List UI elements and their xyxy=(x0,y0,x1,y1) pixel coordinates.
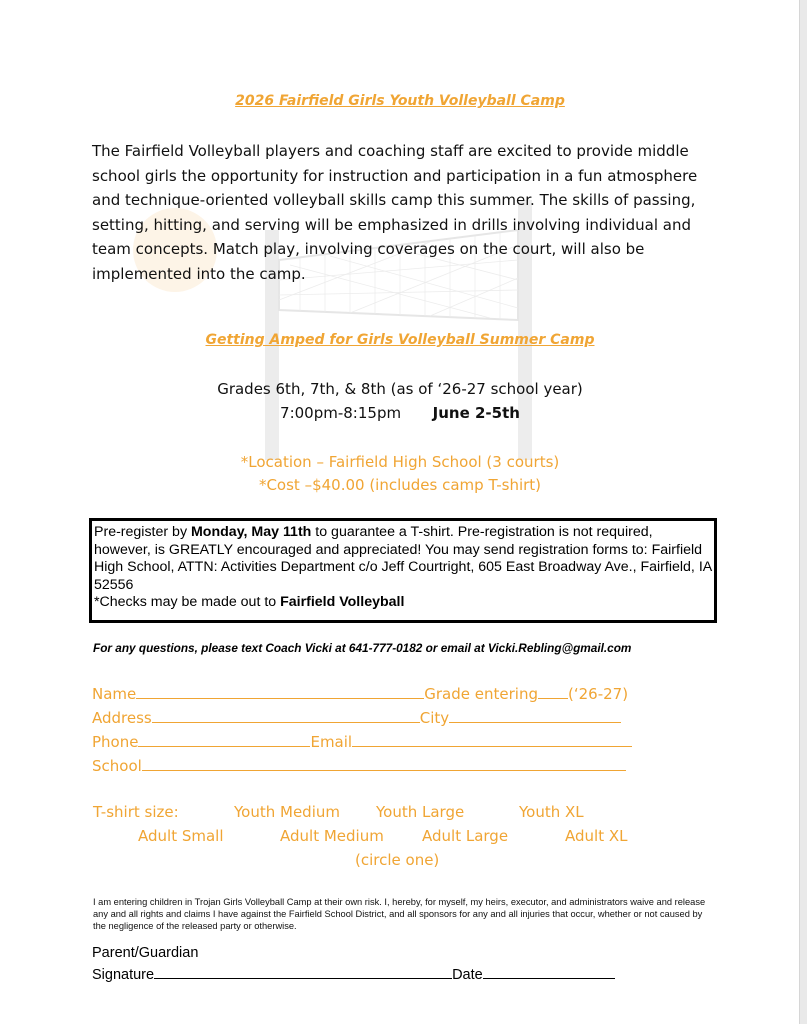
form-row-school xyxy=(92,756,626,775)
dates-text: June 2-5th xyxy=(432,404,520,422)
size-adult-xl[interactable]: Adult XL xyxy=(565,827,628,845)
form-row-phone xyxy=(92,732,632,751)
circle-one-note: (circle one) xyxy=(355,851,440,869)
prereg-text-1: Pre-register by xyxy=(94,524,191,540)
grade-year: (‘26-27) xyxy=(567,685,629,703)
email-label: Email xyxy=(310,733,353,751)
name-label: Name xyxy=(92,685,137,703)
time-text: 7:00pm-8:15pm xyxy=(280,404,402,422)
tshirt-label: T-shirt size: xyxy=(93,803,179,821)
cost-text: *Cost –$40.00 (includes camp T-shirt) xyxy=(258,476,542,494)
school-label: School xyxy=(92,757,142,775)
phone-label: Phone xyxy=(92,733,139,751)
size-adult-large[interactable]: Adult Large xyxy=(422,827,509,845)
form-row-address xyxy=(92,708,621,727)
schedule-line xyxy=(0,402,800,424)
signature-field[interactable] xyxy=(154,964,452,979)
prereg-text-2: to guarantee a T-shirt. Pre-registration is not required, however, is GREATLY encouraged and appreciated! You may send registration forms to: Fairfield High School, ATTN: Activities Department c/o Jeff Courtright, 605 East Broadway Ave., Fairfield, IA 52556 xyxy=(94,524,712,593)
size-youth-large[interactable]: Youth Large xyxy=(376,803,465,821)
size-youth-xl[interactable]: Youth XL xyxy=(519,803,584,821)
name-field[interactable] xyxy=(136,684,424,699)
grade-label: Grade entering xyxy=(424,685,538,703)
email-field[interactable] xyxy=(352,732,632,747)
city-label: City xyxy=(419,709,450,727)
page-title: 2026 Fairfield Girls Youth Volleyball Camp xyxy=(235,93,565,109)
parent-guardian-label: Parent/Guardian xyxy=(92,945,199,961)
preregister-box xyxy=(89,518,717,623)
signature-label: Signature xyxy=(92,967,155,983)
waiver-text: I am entering children in Trojan Girls Volleyball Camp at their own risk. I, hereby, for myself, my heirs, executor, and administrators waive and release any and all rights and claims I have against the Fairfield School District, and all sponsors for any and all injuries that occur, whether or not caused by the negligence of the released party or otherwise. xyxy=(93,897,706,931)
size-adult-medium[interactable]: Adult Medium xyxy=(280,827,384,845)
address-field[interactable] xyxy=(152,708,420,723)
date-label: Date xyxy=(452,967,483,983)
address-label: Address xyxy=(92,709,152,727)
phone-field[interactable] xyxy=(138,732,310,747)
contact-line: For any questions, please text Coach Vicki at 641-777-0182 or email at Vicki.Rebling@gmail.com xyxy=(93,641,632,655)
prereg-deadline: Monday, May 11th xyxy=(190,524,312,540)
location-text: *Location – Fairfield High School (3 courts) xyxy=(240,453,560,471)
school-field[interactable] xyxy=(142,756,626,771)
grade-field[interactable] xyxy=(538,684,568,699)
checks-payee: Fairfield Volleyball xyxy=(280,594,405,610)
date-field[interactable] xyxy=(483,964,615,979)
intro-paragraph: The Fairfield Volleyball players and coaching staff are excited to provide middle school girls the opportunity for instruction and participation in a fun atmosphere and technique-oriented volleyball skills camp this summer. The skills of passing, setting, hitting, and serving will be emphasized in drills involving individual and team concepts. Match play, involving coverages on the court, will also be implemented into the camp. xyxy=(92,142,698,283)
signature-row xyxy=(92,964,615,983)
grades-text: Grades 6th, 7th, & 8th (as of ‘26-27 school year) xyxy=(217,380,583,398)
size-youth-medium[interactable]: Youth Medium xyxy=(234,803,340,821)
size-adult-small[interactable]: Adult Small xyxy=(138,827,224,845)
checks-text: *Checks may be made out to xyxy=(94,594,281,610)
city-field[interactable] xyxy=(449,708,621,723)
camp-subtitle: Getting Amped for Girls Volleyball Summer Camp xyxy=(205,332,595,348)
form-row-name xyxy=(92,684,628,703)
